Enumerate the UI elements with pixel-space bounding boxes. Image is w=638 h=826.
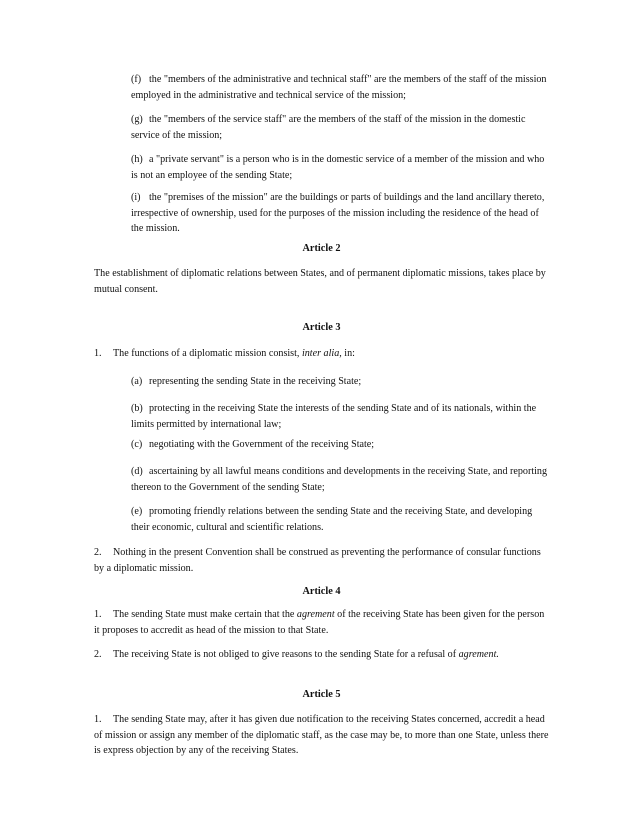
paragraph-number: 2. [94, 649, 102, 660]
article-5-heading: Article 5 [302, 689, 341, 700]
definition-text: the "members of the administrative and technical staff" are the members of the staff of the mission employed in the administrative and technical service of the mission; [131, 74, 547, 101]
definition-label: (f) [131, 74, 142, 85]
item-text: promoting friendly relations between the sending State and the receiving State, and developing their economic, cultural and scientific relations. [131, 506, 533, 533]
article-2-text: The establishment of diplomatic relations between States, and of permanent diplomatic missions, takes place by mutual consent. [94, 268, 546, 295]
item-label: (c) [131, 439, 143, 450]
article-3-paragraph-1 [94, 346, 549, 362]
definition-h [131, 152, 549, 183]
article-3-item-a [131, 374, 549, 390]
paragraph-text: Nothing in the present Convention shall be construed as preventing the performance of consular functions by a diplomatic mission. [94, 547, 541, 574]
paragraph-text: in: [341, 348, 355, 359]
definition-text: a "private servant" is a person who is in the domestic service of a member of the mission and who is not an employee of the sending State; [131, 154, 545, 181]
italic-term: inter alia, [301, 348, 342, 359]
item-text: ascertaining by all lawful means conditions and developments in the receiving State, and reporting thereon to the Government of the sending State; [131, 466, 548, 493]
article-3-heading: Article 3 [302, 322, 341, 333]
definition-label: (i) [131, 192, 141, 203]
paragraph-number: 1. [94, 348, 102, 359]
item-label: (e) [131, 506, 143, 517]
article-3-item-d [131, 464, 549, 495]
item-text: negotiating with the Government of the receiving State; [149, 439, 375, 450]
definition-f [131, 72, 549, 103]
definition-text: the "members of the service staff" are the members of the staff of the mission in the domestic service of the mission; [131, 114, 526, 141]
article-3-item-e [131, 504, 549, 535]
item-label: (b) [131, 403, 143, 414]
article-3-item-b [131, 401, 549, 432]
paragraph-text: of the receiving State has been given for the person it proposes to accredit as head of the mission to that State. [94, 609, 545, 636]
article-3-paragraph-2 [94, 545, 549, 576]
article-5-paragraph-1 [94, 712, 549, 759]
item-text: protecting in the receiving State the interests of the sending State and of its nationals, within the limits permitted by international law; [131, 403, 537, 430]
item-label: (d) [131, 466, 143, 477]
italic-term: agrement [296, 609, 335, 620]
article-2-heading: Article 2 [302, 243, 341, 254]
paragraph-number: 1. [94, 609, 102, 620]
italic-term: agrement. [458, 649, 499, 660]
article-4-heading: Article 4 [302, 586, 341, 597]
item-label: (a) [131, 376, 143, 387]
paragraph-text: The sending State may, after it has given due notification to the receiving States concerned, accredit a head of mission or assign any member of the diplomatic staff, as the case may be, to more than one State, unless there is express objection by any of the receiving States. [94, 714, 549, 756]
article-3-item-c [131, 437, 549, 453]
item-text: representing the sending State in the receiving State; [149, 376, 362, 387]
paragraph-text: The receiving State is not obliged to give reasons to the sending State for a refusal of [113, 649, 459, 660]
definition-i [131, 190, 549, 237]
definition-label: (g) [131, 114, 143, 125]
paragraph-text: The functions of a diplomatic mission consist, [113, 348, 302, 359]
definition-text: the "premises of the mission" are the buildings or parts of buildings and the land ancillary thereto, irrespective of ownership, used for the purposes of the mission including the residence of the head of the mission. [131, 192, 545, 234]
paragraph-number: 2. [94, 547, 102, 558]
article-4-paragraph-2 [94, 647, 549, 663]
definition-label: (h) [131, 154, 143, 165]
paragraph-number: 1. [94, 714, 102, 725]
article-4-paragraph-1 [94, 607, 549, 638]
paragraph-text: The sending State must make certain that the [113, 609, 297, 620]
definition-g [131, 112, 549, 143]
